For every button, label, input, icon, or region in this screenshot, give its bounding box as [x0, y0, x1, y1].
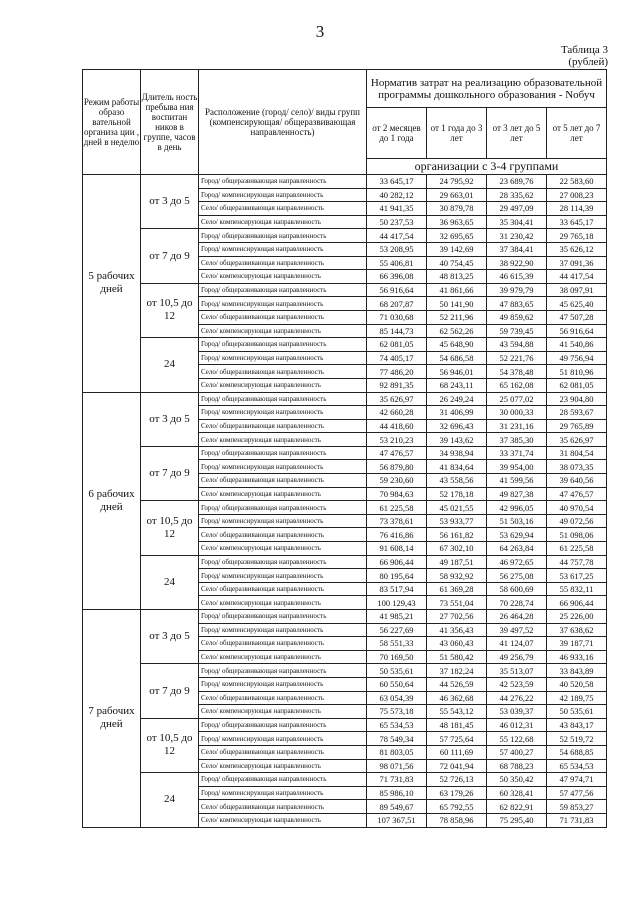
location-cell: Город/ общеразвивающая направленность — [199, 610, 367, 624]
location-cell: Город/ общеразвивающая направленность — [199, 664, 367, 678]
value-cell: 45 648,90 — [427, 338, 487, 352]
value-cell: 39 497,52 — [487, 623, 547, 637]
value-cell: 43 060,43 — [427, 637, 487, 651]
location-cell: Село/ компенсирующая направленность — [199, 542, 367, 556]
value-cell: 62 081,05 — [367, 338, 427, 352]
location-cell: Село/ компенсирующая направленность — [199, 813, 367, 827]
value-cell: 28 114,39 — [547, 202, 607, 216]
value-cell: 78 549,34 — [367, 732, 427, 746]
location-cell: Село/ общеразвивающая направленность — [199, 582, 367, 596]
header-regime: Режим работы образо вательной организа ции , дней в неделю — [83, 70, 141, 175]
value-cell: 31 230,42 — [487, 229, 547, 243]
value-cell: 33 371,74 — [487, 446, 547, 460]
value-cell: 49 859,62 — [487, 310, 547, 324]
location-cell: Село/ компенсирующая направленность — [199, 596, 367, 610]
value-cell: 35 513,07 — [487, 664, 547, 678]
value-cell: 52 519,72 — [547, 732, 607, 746]
header-age-col: от 3 лет до 5 лет — [487, 108, 547, 159]
value-cell: 35 626,97 — [547, 433, 607, 447]
value-cell: 64 263,84 — [487, 542, 547, 556]
value-cell: 65 792,55 — [427, 800, 487, 814]
location-cell: Село/ общеразвивающая направленность — [199, 202, 367, 216]
duration-cell: 24 — [141, 338, 199, 392]
value-cell: 39 142,69 — [427, 242, 487, 256]
value-cell: 68 243,11 — [427, 378, 487, 392]
value-cell: 62 562,26 — [427, 324, 487, 338]
value-cell: 30 000,33 — [487, 406, 547, 420]
value-cell: 51 503,16 — [487, 514, 547, 528]
value-cell: 62 081,05 — [547, 378, 607, 392]
value-cell: 44 276,22 — [487, 691, 547, 705]
value-cell: 56 161,82 — [427, 528, 487, 542]
location-cell: Город/ компенсирующая направленность — [199, 677, 367, 691]
value-cell: 71 731,83 — [367, 773, 427, 787]
value-cell: 56 916,64 — [547, 324, 607, 338]
value-cell: 52 726,13 — [427, 773, 487, 787]
value-cell: 36 963,65 — [427, 215, 487, 229]
value-cell: 50 535,61 — [367, 664, 427, 678]
duration-cell: от 10,5 до 12 — [141, 718, 199, 772]
value-cell: 35 304,41 — [487, 215, 547, 229]
location-cell: Село/ компенсирующая направленность — [199, 215, 367, 229]
value-cell: 28 593,67 — [547, 406, 607, 420]
location-cell: Село/ общеразвивающая направленность — [199, 419, 367, 433]
value-cell: 31 804,54 — [547, 446, 607, 460]
location-cell: Село/ общеразвивающая направленность — [199, 637, 367, 651]
value-cell: 40 282,12 — [367, 188, 427, 202]
location-cell: Село/ компенсирующая направленность — [199, 270, 367, 284]
value-cell: 37 091,36 — [547, 256, 607, 270]
value-cell: 39 187,71 — [547, 637, 607, 651]
location-cell: Город/ компенсирующая направленность — [199, 514, 367, 528]
value-cell: 35 626,12 — [547, 242, 607, 256]
value-cell: 100 129,43 — [367, 596, 427, 610]
value-cell: 38 073,35 — [547, 460, 607, 474]
value-cell: 62 822,91 — [487, 800, 547, 814]
value-cell: 53 629,94 — [487, 528, 547, 542]
regime-cell: 7 рабочих дней — [83, 610, 141, 828]
value-cell: 43 594,88 — [487, 338, 547, 352]
value-cell: 65 162,08 — [487, 378, 547, 392]
value-cell: 78 858,96 — [427, 813, 487, 827]
value-cell: 27 008,23 — [547, 188, 607, 202]
location-cell: Село/ общеразвивающая направленность — [199, 745, 367, 759]
table-row — [83, 773, 607, 787]
value-cell: 49 827,38 — [487, 487, 547, 501]
table-row — [83, 229, 607, 243]
location-cell: Город/ компенсирующая направленность — [199, 297, 367, 311]
value-cell: 58 551,33 — [367, 637, 427, 651]
value-cell: 61 369,28 — [427, 582, 487, 596]
value-cell: 73 551,04 — [427, 596, 487, 610]
value-cell: 59 739,45 — [487, 324, 547, 338]
value-cell: 53 933,77 — [427, 514, 487, 528]
table-row — [83, 338, 607, 352]
value-cell: 42 996,05 — [487, 501, 547, 515]
header-norm-title: Норматив затрат на реализацию образовательной программы дошкольного образования - Nобуч — [367, 70, 607, 108]
value-cell: 52 221,76 — [487, 351, 547, 365]
value-cell: 28 335,62 — [487, 188, 547, 202]
value-cell: 53 208,95 — [367, 242, 427, 256]
value-cell: 63 054,39 — [367, 691, 427, 705]
table-row — [83, 175, 607, 189]
location-cell: Село/ общеразвивающая направленность — [199, 528, 367, 542]
location-cell: Город/ компенсирующая направленность — [199, 460, 367, 474]
location-cell: Город/ общеразвивающая направленность — [199, 501, 367, 515]
value-cell: 57 477,56 — [547, 786, 607, 800]
location-cell: Село/ общеразвивающая направленность — [199, 691, 367, 705]
location-cell: Село/ общеразвивающая направленность — [199, 310, 367, 324]
cost-norm-table — [82, 69, 607, 828]
value-cell: 98 071,56 — [367, 759, 427, 773]
value-cell: 31 406,99 — [427, 406, 487, 420]
value-cell: 60 550,64 — [367, 677, 427, 691]
value-cell: 35 626,97 — [367, 392, 427, 406]
value-cell: 41 834,64 — [427, 460, 487, 474]
value-cell: 39 640,56 — [547, 474, 607, 488]
value-cell: 33 645,17 — [367, 175, 427, 189]
value-cell: 60 328,41 — [487, 786, 547, 800]
value-cell: 55 543,12 — [427, 705, 487, 719]
value-cell: 58 932,92 — [427, 569, 487, 583]
value-cell: 42 660,28 — [367, 406, 427, 420]
value-cell: 48 181,45 — [427, 718, 487, 732]
location-cell: Город/ компенсирующая направленность — [199, 569, 367, 583]
value-cell: 70 984,63 — [367, 487, 427, 501]
duration-cell: от 7 до 9 — [141, 446, 199, 500]
duration-cell: 24 — [141, 555, 199, 609]
value-cell: 50 141,90 — [427, 297, 487, 311]
header-org-row: организации с 3-4 группами — [367, 159, 607, 175]
value-cell: 85 986,10 — [367, 786, 427, 800]
value-cell: 74 405,17 — [367, 351, 427, 365]
value-cell: 58 600,69 — [487, 582, 547, 596]
table-row — [83, 283, 607, 297]
location-cell: Город/ общеразвивающая направленность — [199, 283, 367, 297]
value-cell: 41 985,21 — [367, 610, 427, 624]
value-cell: 65 534,53 — [547, 759, 607, 773]
value-cell: 39 143,62 — [427, 433, 487, 447]
value-cell: 89 549,67 — [367, 800, 427, 814]
value-cell: 53 210,23 — [367, 433, 427, 447]
duration-cell: от 10,5 до 12 — [141, 501, 199, 555]
value-cell: 52 178,18 — [427, 487, 487, 501]
location-cell: Село/ общеразвивающая направленность — [199, 474, 367, 488]
regime-cell: 6 рабочих дней — [83, 392, 141, 610]
value-cell: 56 946,01 — [427, 365, 487, 379]
value-cell: 55 832,11 — [547, 582, 607, 596]
location-cell: Город/ общеразвивающая направленность — [199, 446, 367, 460]
location-cell: Село/ компенсирующая направленность — [199, 705, 367, 719]
location-cell: Город/ компенсирующая направленность — [199, 623, 367, 637]
value-cell: 32 695,65 — [427, 229, 487, 243]
value-cell: 46 615,39 — [487, 270, 547, 284]
location-cell: Город/ общеразвивающая направленность — [199, 718, 367, 732]
table-title: Таблица 3 — [560, 44, 608, 56]
value-cell: 44 526,59 — [427, 677, 487, 691]
value-cell: 55 406,81 — [367, 256, 427, 270]
value-cell: 70 228,74 — [487, 596, 547, 610]
value-cell: 41 540,86 — [547, 338, 607, 352]
value-cell: 46 012,31 — [487, 718, 547, 732]
value-cell: 30 879,78 — [427, 202, 487, 216]
value-cell: 51 580,42 — [427, 650, 487, 664]
value-cell: 47 476,57 — [547, 487, 607, 501]
value-cell: 56 879,80 — [367, 460, 427, 474]
location-cell: Город/ общеразвивающая направленность — [199, 555, 367, 569]
location-cell: Село/ компенсирующая направленность — [199, 378, 367, 392]
value-cell: 26 249,24 — [427, 392, 487, 406]
header-age-col: от 1 года до 3 лет — [427, 108, 487, 159]
location-cell: Город/ общеразвивающая направленность — [199, 338, 367, 352]
location-cell: Город/ компенсирующая направленность — [199, 786, 367, 800]
location-cell: Село/ компенсирующая направленность — [199, 650, 367, 664]
location-cell: Село/ компенсирующая направленность — [199, 324, 367, 338]
value-cell: 47 974,71 — [547, 773, 607, 787]
value-cell: 32 696,43 — [427, 419, 487, 433]
duration-cell: от 7 до 9 — [141, 229, 199, 283]
value-cell: 40 754,45 — [427, 256, 487, 270]
value-cell: 49 187,51 — [427, 555, 487, 569]
value-cell: 39 954,00 — [487, 460, 547, 474]
value-cell: 27 702,56 — [427, 610, 487, 624]
value-cell: 31 231,16 — [487, 419, 547, 433]
value-cell: 61 225,58 — [547, 542, 607, 556]
header-location: Расположение (город/ село)/ виды групп (компенсирующая/ общеразвивающая направленность) — [199, 70, 367, 175]
value-cell: 38 922,90 — [487, 256, 547, 270]
value-cell: 107 367,51 — [367, 813, 427, 827]
table-row — [83, 446, 607, 460]
duration-cell: от 7 до 9 — [141, 664, 199, 718]
table-row — [83, 718, 607, 732]
value-cell: 54 688,85 — [547, 745, 607, 759]
value-cell: 75 295,40 — [487, 813, 547, 827]
value-cell: 61 225,58 — [367, 501, 427, 515]
value-cell: 56 916,64 — [367, 283, 427, 297]
duration-cell: от 3 до 5 — [141, 175, 199, 229]
value-cell: 40 520,58 — [547, 677, 607, 691]
duration-cell: от 3 до 5 — [141, 392, 199, 446]
value-cell: 29 497,09 — [487, 202, 547, 216]
value-cell: 45 625,40 — [547, 297, 607, 311]
page-number: 3 — [315, 22, 325, 41]
value-cell: 76 416,86 — [367, 528, 427, 542]
value-cell: 45 021,55 — [427, 501, 487, 515]
location-cell: Город/ общеразвивающая направленность — [199, 773, 367, 787]
value-cell: 44 417,54 — [367, 229, 427, 243]
value-cell: 49 756,94 — [547, 351, 607, 365]
value-cell: 66 906,44 — [547, 596, 607, 610]
value-cell: 50 535,61 — [547, 705, 607, 719]
value-cell: 47 883,65 — [487, 297, 547, 311]
value-cell: 43 558,56 — [427, 474, 487, 488]
location-cell: Город/ общеразвивающая направленность — [199, 392, 367, 406]
value-cell: 53 617,25 — [547, 569, 607, 583]
value-cell: 46 933,16 — [547, 650, 607, 664]
table-row — [83, 610, 607, 624]
location-cell: Город/ компенсирующая направленность — [199, 242, 367, 256]
value-cell: 37 182,24 — [427, 664, 487, 678]
value-cell: 70 169,50 — [367, 650, 427, 664]
value-cell: 44 418,60 — [367, 419, 427, 433]
value-cell: 47 507,28 — [547, 310, 607, 324]
value-cell: 26 464,28 — [487, 610, 547, 624]
value-cell: 38 097,91 — [547, 283, 607, 297]
value-cell: 44 417,54 — [547, 270, 607, 284]
value-cell: 85 144,73 — [367, 324, 427, 338]
value-cell: 65 534,53 — [367, 718, 427, 732]
table-row — [83, 501, 607, 515]
value-cell: 51 810,96 — [547, 365, 607, 379]
value-cell: 29 765,89 — [547, 419, 607, 433]
duration-cell: от 3 до 5 — [141, 610, 199, 664]
value-cell: 50 350,42 — [487, 773, 547, 787]
value-cell: 41 941,35 — [367, 202, 427, 216]
value-cell: 57 400,27 — [487, 745, 547, 759]
value-cell: 41 356,43 — [427, 623, 487, 637]
value-cell: 67 302,10 — [427, 542, 487, 556]
value-cell: 48 813,25 — [427, 270, 487, 284]
value-cell: 37 385,30 — [487, 433, 547, 447]
value-cell: 24 795,92 — [427, 175, 487, 189]
value-cell: 42 189,75 — [547, 691, 607, 705]
value-cell: 22 583,60 — [547, 175, 607, 189]
table-row — [83, 664, 607, 678]
value-cell: 41 861,66 — [427, 283, 487, 297]
value-cell: 33 645,17 — [547, 215, 607, 229]
value-cell: 23 689,76 — [487, 175, 547, 189]
location-cell: Город/ компенсирующая направленность — [199, 188, 367, 202]
value-cell: 53 039,37 — [487, 705, 547, 719]
location-cell: Город/ компенсирующая направленность — [199, 406, 367, 420]
value-cell: 54 378,48 — [487, 365, 547, 379]
location-cell: Город/ компенсирующая направленность — [199, 732, 367, 746]
value-cell: 77 486,20 — [367, 365, 427, 379]
value-cell: 80 195,64 — [367, 569, 427, 583]
value-cell: 43 843,17 — [547, 718, 607, 732]
value-cell: 56 275,08 — [487, 569, 547, 583]
value-cell: 29 765,18 — [547, 229, 607, 243]
header-age-col: от 2 месяцев до 1 года — [367, 108, 427, 159]
value-cell: 60 111,69 — [427, 745, 487, 759]
value-cell: 57 725,64 — [427, 732, 487, 746]
value-cell: 66 396,08 — [367, 270, 427, 284]
value-cell: 75 573,18 — [367, 705, 427, 719]
value-cell: 56 227,69 — [367, 623, 427, 637]
value-cell: 40 970,54 — [547, 501, 607, 515]
value-cell: 66 906,44 — [367, 555, 427, 569]
value-cell: 52 211,96 — [427, 310, 487, 324]
value-cell: 23 904,80 — [547, 392, 607, 406]
value-cell: 46 972,65 — [487, 555, 547, 569]
duration-cell: от 10,5 до 12 — [141, 283, 199, 337]
location-cell: Село/ общеразвивающая направленность — [199, 365, 367, 379]
value-cell: 73 378,61 — [367, 514, 427, 528]
table-row — [83, 555, 607, 569]
value-cell: 50 237,53 — [367, 215, 427, 229]
location-cell: Город/ общеразвивающая направленность — [199, 229, 367, 243]
value-cell: 39 979,79 — [487, 283, 547, 297]
value-cell: 91 608,14 — [367, 542, 427, 556]
value-cell: 37 638,62 — [547, 623, 607, 637]
value-cell: 49 072,56 — [547, 514, 607, 528]
value-cell: 59 230,60 — [367, 474, 427, 488]
value-cell: 47 476,57 — [367, 446, 427, 460]
value-cell: 68 207,87 — [367, 297, 427, 311]
location-cell: Село/ компенсирующая направленность — [199, 433, 367, 447]
location-cell: Село/ компенсирующая направленность — [199, 487, 367, 501]
table-caption — [561, 44, 608, 68]
value-cell: 25 226,00 — [547, 610, 607, 624]
value-cell: 34 938,94 — [427, 446, 487, 460]
table-body — [83, 175, 607, 828]
value-cell: 37 384,41 — [487, 242, 547, 256]
value-cell: 33 843,89 — [547, 664, 607, 678]
value-cell: 46 362,68 — [427, 691, 487, 705]
value-cell: 54 686,58 — [427, 351, 487, 365]
value-cell: 29 663,01 — [427, 188, 487, 202]
value-cell: 25 077,02 — [487, 392, 547, 406]
value-cell: 92 891,35 — [367, 378, 427, 392]
value-cell: 55 122,68 — [487, 732, 547, 746]
value-cell: 41 599,56 — [487, 474, 547, 488]
value-cell: 63 179,26 — [427, 786, 487, 800]
value-cell: 49 256,79 — [487, 650, 547, 664]
duration-cell: 24 — [141, 773, 199, 827]
value-cell: 83 517,94 — [367, 582, 427, 596]
header-duration: Длитель ность пребыва ния воспитан ников в группе, часов в день — [141, 70, 199, 175]
location-cell: Город/ общеразвивающая направленность — [199, 175, 367, 189]
location-cell: Город/ компенсирующая направленность — [199, 351, 367, 365]
value-cell: 41 124,07 — [487, 637, 547, 651]
table-row — [83, 392, 607, 406]
value-cell: 42 523,59 — [487, 677, 547, 691]
location-cell: Село/ общеразвивающая направленность — [199, 256, 367, 270]
location-cell: Село/ компенсирующая направленность — [199, 759, 367, 773]
value-cell: 59 853,27 — [547, 800, 607, 814]
value-cell: 71 731,83 — [547, 813, 607, 827]
value-cell: 51 098,06 — [547, 528, 607, 542]
value-cell: 81 803,05 — [367, 745, 427, 759]
header-age-col: от 5 лет до 7 лет — [547, 108, 607, 159]
value-cell: 68 788,23 — [487, 759, 547, 773]
value-cell: 72 041,94 — [427, 759, 487, 773]
value-cell: 71 030,68 — [367, 310, 427, 324]
table-unit: (рублей) — [568, 56, 608, 68]
location-cell: Село/ общеразвивающая направленность — [199, 800, 367, 814]
regime-cell: 5 рабочих дней — [83, 175, 141, 393]
value-cell: 44 757,78 — [547, 555, 607, 569]
